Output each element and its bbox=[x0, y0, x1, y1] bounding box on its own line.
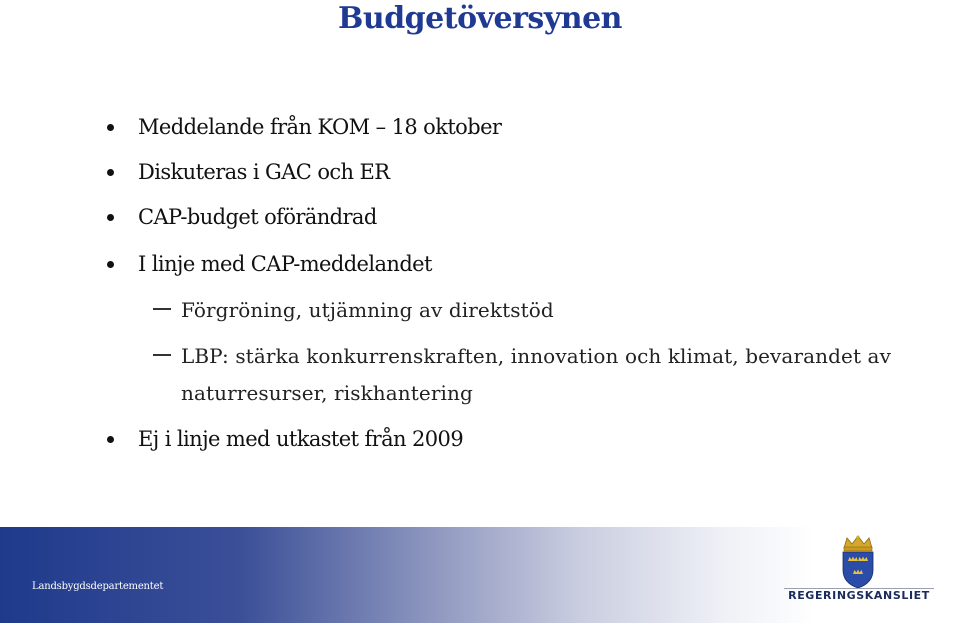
sub-bullet-item bbox=[181, 292, 554, 328]
footer-bar bbox=[0, 527, 960, 623]
slide-title: Budgetöversynen bbox=[338, 1, 622, 36]
brand-logotype: REGERINGSKANSLIET bbox=[788, 589, 930, 602]
sub-bullet-item bbox=[181, 338, 891, 374]
department-name: Landsbygdsdepartementet bbox=[32, 581, 164, 592]
bullet-item: Meddelande från KOM – 18 oktober bbox=[138, 115, 502, 139]
sub-bullet-text: LBP: stärka konkurrenskraften, innovation och klimat, bevarandet av bbox=[181, 344, 891, 368]
dash-marker bbox=[153, 308, 171, 310]
dash-marker bbox=[153, 354, 171, 356]
bullet-item: Diskuteras i GAC och ER bbox=[138, 160, 390, 184]
bullet-item: CAP-budget oförändrad bbox=[138, 205, 377, 229]
bullet-item: I linje med CAP-meddelandet bbox=[138, 252, 432, 276]
sub-bullet-continuation: naturresurser, riskhantering bbox=[181, 381, 473, 405]
sub-bullet-text: Förgröning, utjämning av direktstöd bbox=[181, 298, 554, 322]
swedish-government-crest-icon bbox=[836, 534, 880, 590]
bullet-item: Ej i linje med utkastet från 2009 bbox=[138, 427, 464, 451]
